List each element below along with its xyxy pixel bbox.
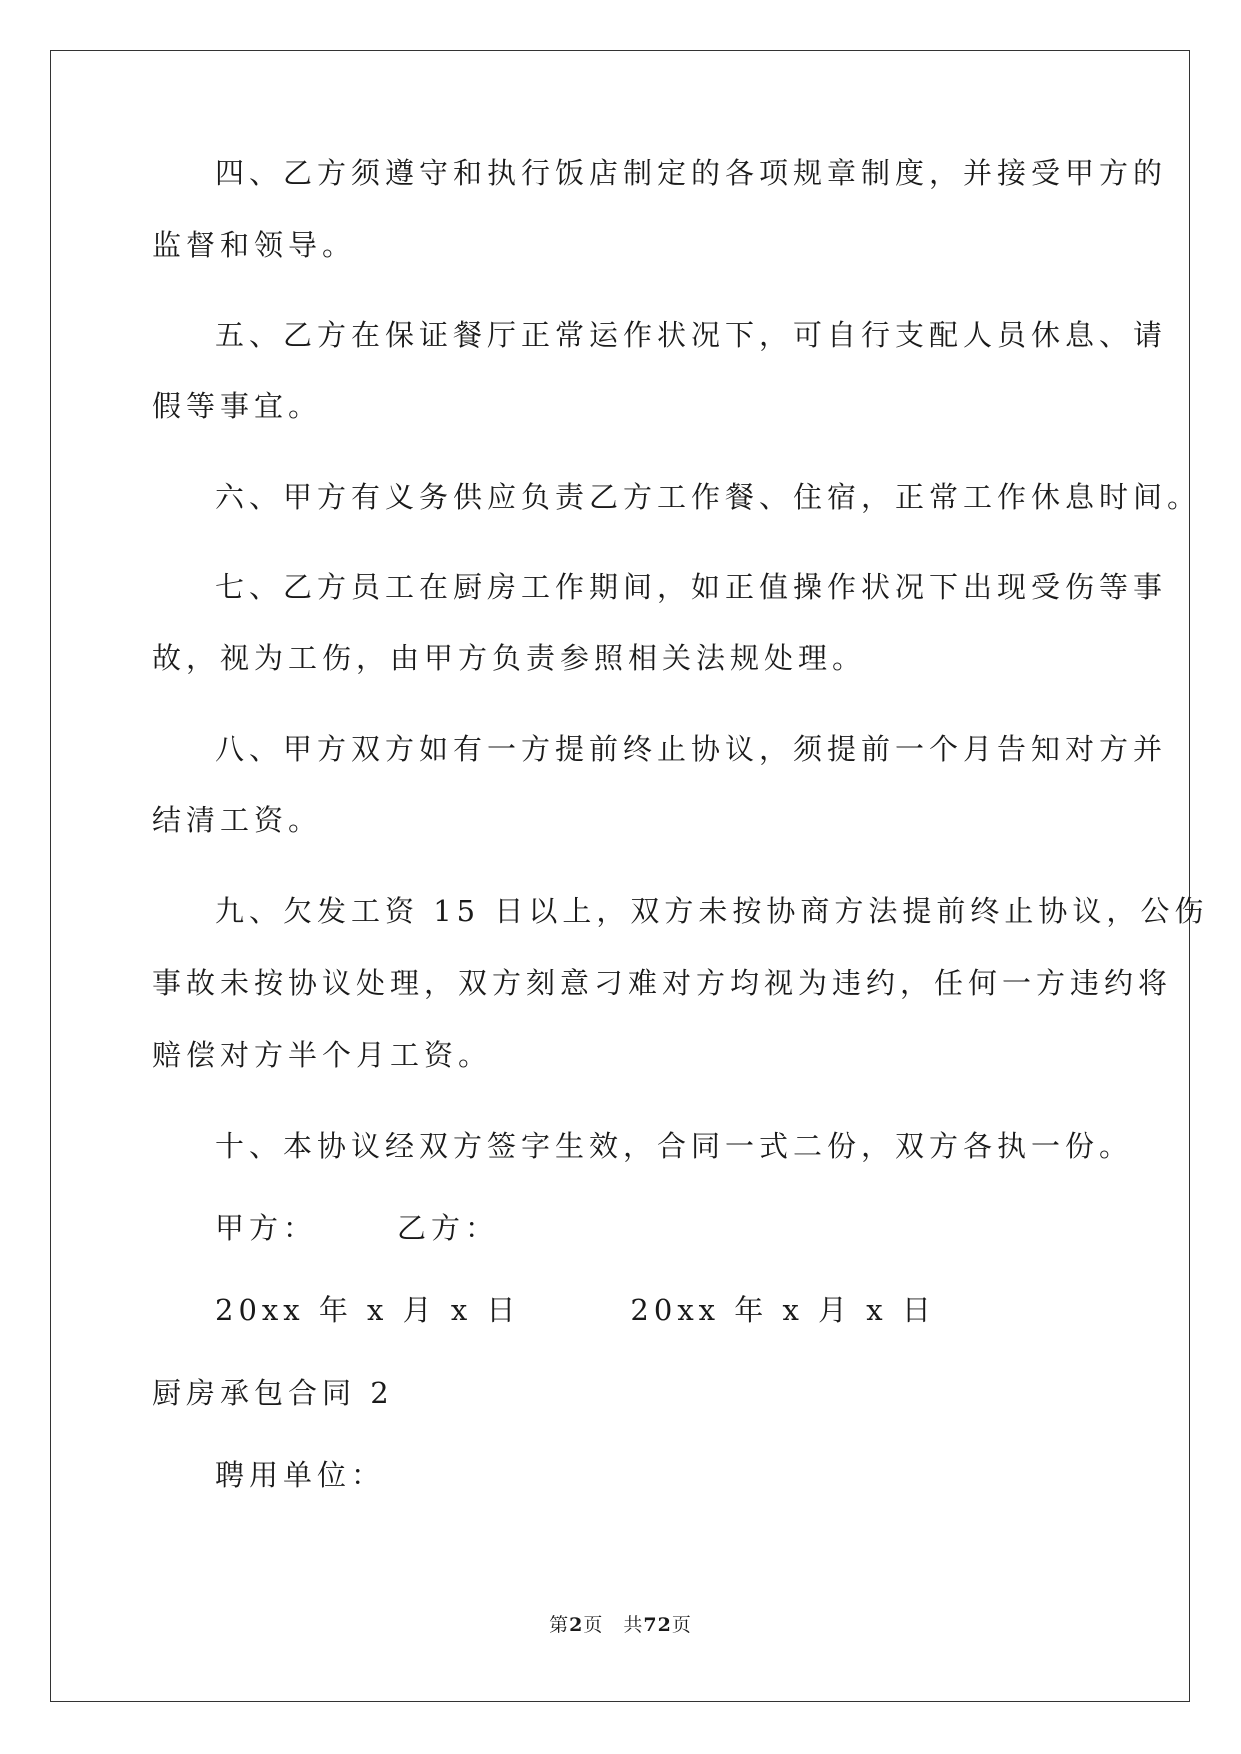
clause-4-line-1: 四、乙方须遵守和执行饭店制定的各项规章制度，并接受甲方的 — [215, 156, 1168, 190]
date-line — [152, 1290, 1155, 1330]
clause-9-line-2: 事故未按协议处理，双方刻意刁难对方均视为违约，任何一方违约将 — [152, 966, 1173, 1000]
footer-suffix: 页 — [671, 1614, 692, 1636]
party-b-date: 20xx 年 x 月 x 日 — [630, 1293, 936, 1327]
clause-4-line-2: 监督和领导。 — [152, 228, 357, 262]
footer-current-page: 2 — [569, 1614, 584, 1636]
clause-7-line-1: 七、乙方员工在厨房工作期间，如正值操作状况下出现受伤等事 — [215, 570, 1168, 604]
clause-7-line-2: 故，视为工伤，由甲方负责参照相关法规处理。 — [152, 641, 867, 675]
clause-5-line-1: 五、乙方在保证餐厅正常运作状况下，可自行支配人员休息、请 — [215, 318, 1168, 352]
clause-9-line-1: 九、欠发工资 15 日以上，双方未按协商方法提前终止协议，公伤 — [215, 894, 1209, 928]
next-contract-title: 厨房承包合同 2 — [152, 1376, 394, 1410]
clause-6-line-1: 六、甲方有义务供应负责乙方工作餐、住宿，正常工作休息时间。 — [215, 480, 1202, 514]
signature-line — [152, 1208, 1155, 1248]
footer-mid: 页 共 — [583, 1614, 644, 1636]
party-b-label: 乙方： — [397, 1211, 500, 1245]
employer-label: 聘用单位： — [215, 1458, 386, 1492]
clause-5-line-2: 假等事宜。 — [152, 389, 323, 423]
clause-10-line-1: 十、本协议经双方签字生效，合同一式二份，双方各执一份。 — [215, 1129, 1134, 1163]
party-a-date: 20xx 年 x 月 x 日 — [215, 1293, 521, 1327]
footer-prefix: 第 — [549, 1614, 570, 1636]
clause-8-line-1: 八、甲方双方如有一方提前终止协议，须提前一个月告知对方并 — [215, 732, 1168, 766]
clause-8-line-2: 结清工资。 — [152, 803, 323, 837]
footer-total-pages: 72 — [643, 1614, 672, 1636]
page-number-footer — [0, 1610, 1241, 1637]
clause-9-line-3: 赔偿对方半个月工资。 — [152, 1038, 493, 1072]
party-a-label: 甲方： — [215, 1211, 318, 1245]
